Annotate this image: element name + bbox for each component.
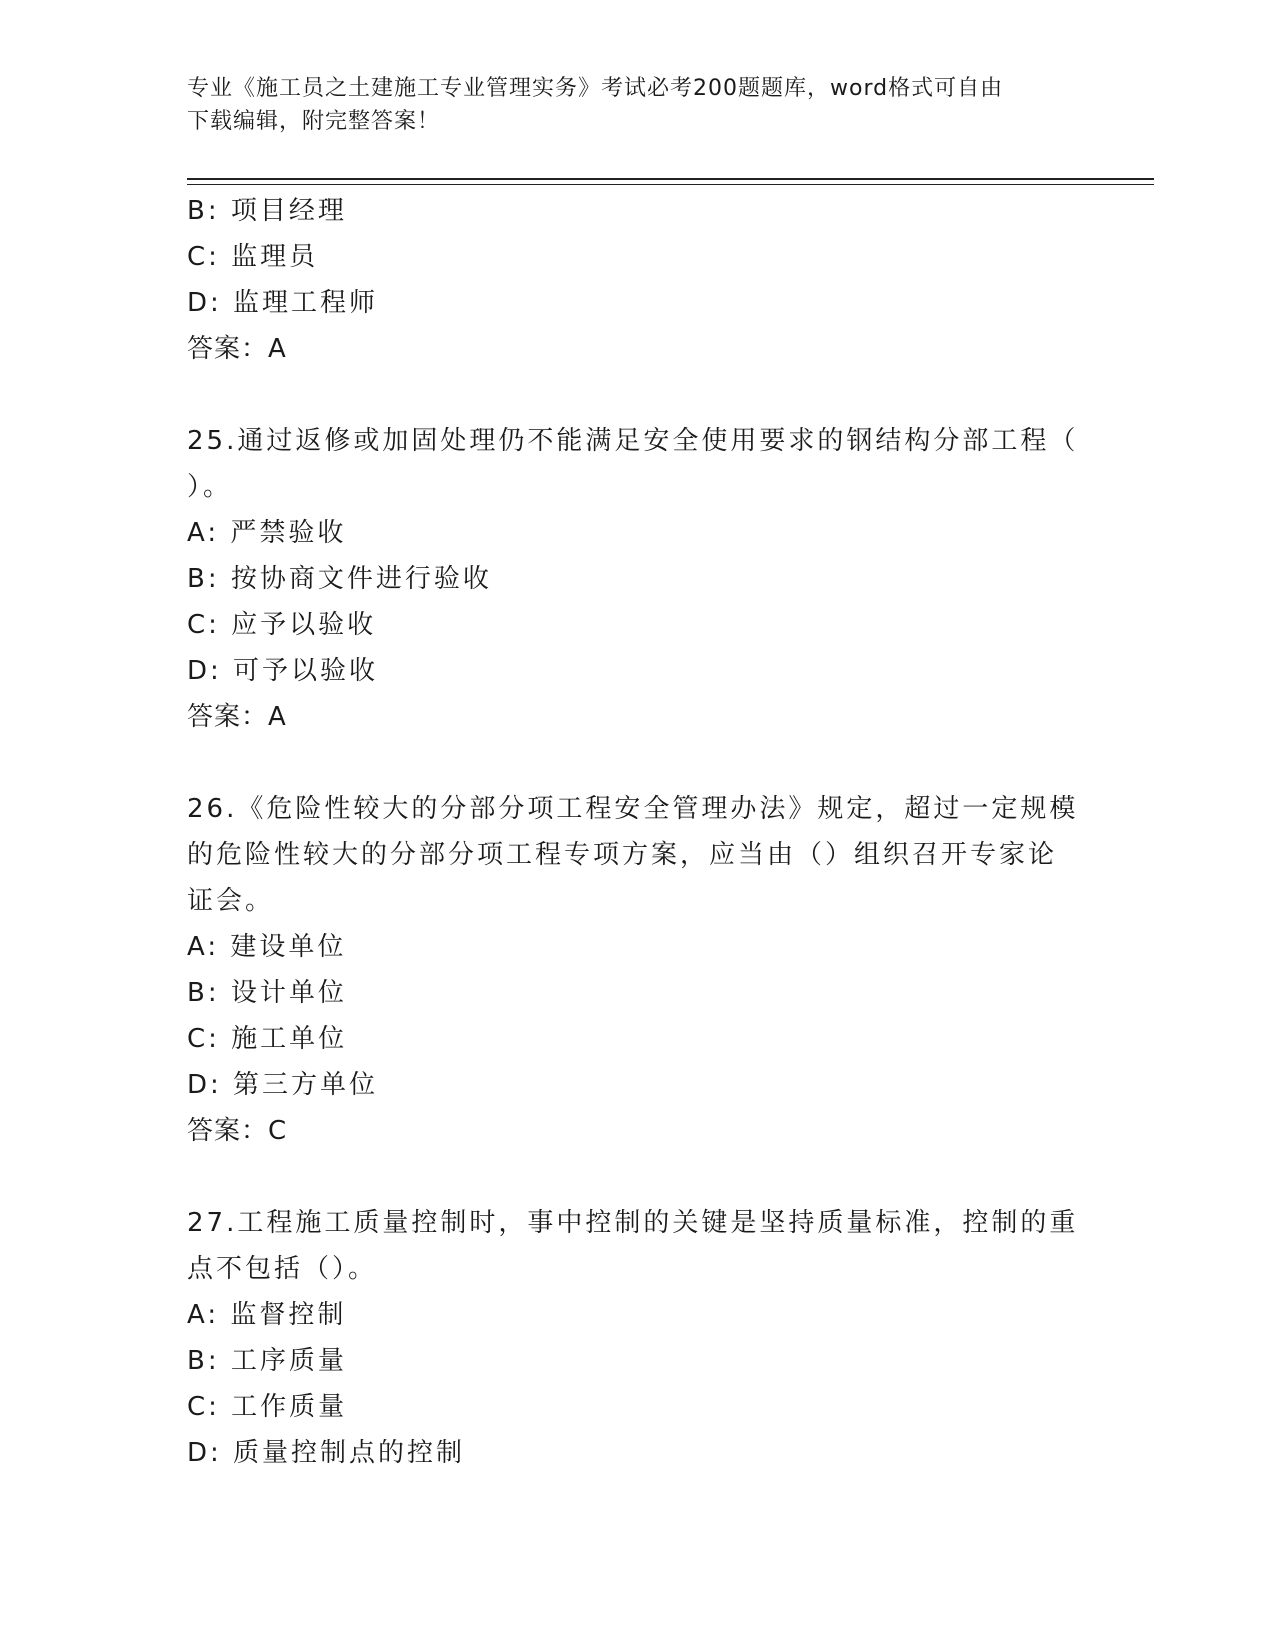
option-a: A: 建设单位 (187, 932, 347, 962)
question-26-line-1: 26.《危险性较大的分部分项工程安全管理办法》规定，超过一定规模 (187, 794, 1079, 824)
answer-line: 答案：A (187, 702, 287, 732)
answer-line: 答案：A (187, 334, 287, 364)
question-25-line-1: 25.通过返修或加固处理仍不能满足安全使用要求的钢结构分部工程（ (187, 426, 1079, 456)
header-divider-thick (187, 178, 1154, 180)
option-b: B: 设计单位 (187, 978, 347, 1008)
answer-line: 答案：C (187, 1116, 288, 1146)
header-line-1: 专业《施工员之土建施工专业管理实务》考试必考200题题库，word格式可自由 (187, 76, 1004, 101)
header-line-2: 下载编辑，附完整答案！ (187, 109, 441, 134)
option-c: C: 工作质量 (187, 1392, 348, 1422)
option-d: D: 质量控制点的控制 (187, 1438, 466, 1468)
option-c: C: 应予以验收 (187, 610, 377, 640)
option-d: D: 监理工程师 (187, 288, 379, 318)
option-c: C: 监理员 (187, 242, 319, 272)
option-c: C: 施工单位 (187, 1024, 348, 1054)
option-a: A: 严禁验收 (187, 518, 347, 548)
question-content (187, 188, 1087, 1476)
question-25-line-2: ）。 (187, 472, 233, 502)
option-a: A: 监督控制 (187, 1300, 347, 1330)
option-d: D: 第三方单位 (187, 1070, 379, 1100)
question-27-line-2: 点不包括（）。 (187, 1254, 378, 1284)
question-27-line-1: 27.工程施工质量控制时，事中控制的关键是坚持质量标准，控制的重 (187, 1208, 1079, 1238)
option-b: B: 项目经理 (187, 196, 347, 226)
option-b: B: 按协商文件进行验收 (187, 564, 492, 594)
document-header (187, 72, 1067, 138)
question-26-line-3: 证会。 (187, 886, 275, 916)
header-divider-thin (187, 184, 1154, 185)
option-b: B: 工序质量 (187, 1346, 347, 1376)
option-d: D: 可予以验收 (187, 656, 379, 686)
question-26-line-2: 的危险性较大的分部分项工程专项方案，应当由（）组织召开专家论 (187, 840, 1058, 870)
